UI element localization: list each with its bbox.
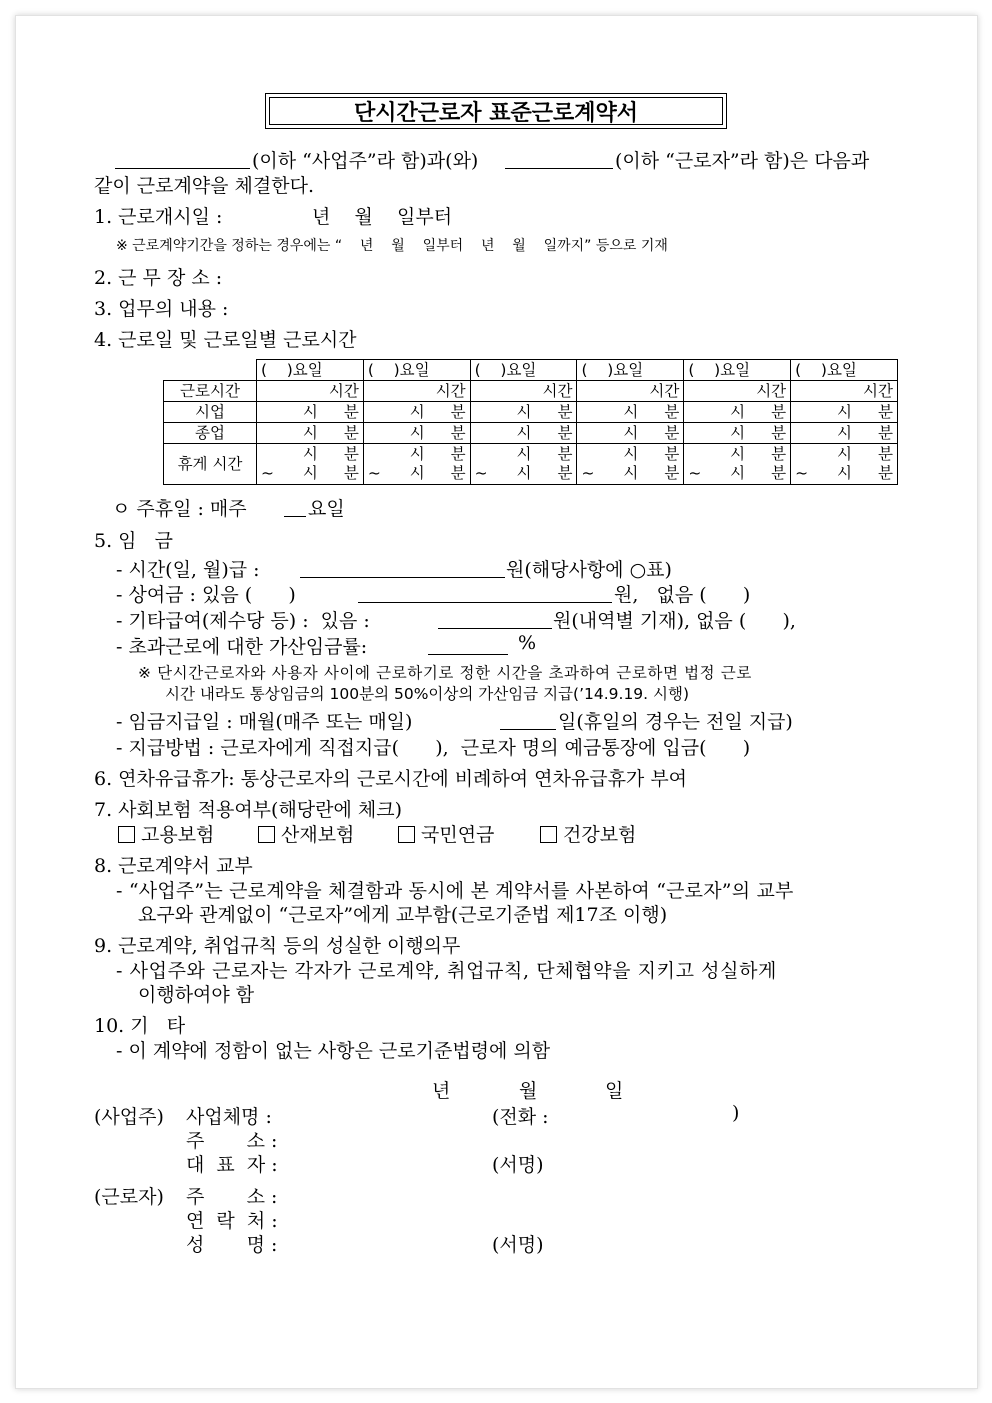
minute-unit: 분: [557, 424, 573, 442]
working-hours-table: [163, 359, 898, 485]
worker-contact-label: 연 락 처 :: [186, 1210, 278, 1232]
insurance-national-pension[interactable]: [398, 820, 494, 847]
end-time-cell[interactable]: [791, 423, 898, 444]
overtime-rate-label: - 초과근로에 대한 가산임금률:: [116, 636, 368, 658]
tilde: ~: [474, 464, 488, 482]
hour-unit: 시: [302, 403, 318, 421]
working-hours-label: 4. 근로일 및 근로일별 근로시간: [94, 329, 357, 351]
hour-unit: 시: [302, 424, 318, 442]
break-time-cell[interactable]: [470, 444, 577, 485]
row-label: 휴게 시간: [164, 444, 257, 485]
day-header[interactable]: ( )요일: [257, 360, 364, 381]
hours-cell[interactable]: 시간: [791, 381, 898, 402]
checkbox[interactable]: [398, 826, 415, 843]
start-date-label: 1. 근로개시일 :: [94, 206, 223, 228]
hour-unit: 시: [623, 445, 639, 463]
insurance-name: 국민연금: [421, 824, 495, 846]
break-time-cell[interactable]: [684, 444, 791, 485]
minute-unit: 분: [450, 403, 466, 421]
start-time-cell[interactable]: [577, 402, 684, 423]
hours-cell[interactable]: 시간: [470, 381, 577, 402]
hour-unit: 시: [730, 464, 746, 482]
table-header-row: [164, 360, 898, 381]
minute-unit: 분: [343, 403, 359, 421]
hour-unit: 시: [409, 445, 425, 463]
day-header[interactable]: ( )요일: [791, 360, 898, 381]
insurance-industrial-accident[interactable]: [258, 820, 354, 847]
sign-date-month[interactable]: 월: [519, 1080, 538, 1102]
hour-unit: 시: [409, 403, 425, 421]
weekly-holiday-label: ㅇ 주휴일 : 매주: [112, 498, 247, 520]
start-time-cell[interactable]: [257, 402, 364, 423]
hour-unit: 시: [623, 424, 639, 442]
minute-unit: 분: [450, 464, 466, 482]
table-row: [164, 423, 898, 444]
other-line1: - 이 계약에 정함이 없는 사항은 근로기준법령에 의함: [116, 1040, 551, 1062]
hour-unit: 시: [302, 464, 318, 482]
other-allowance-blank[interactable]: [438, 610, 552, 629]
weekly-holiday-blank[interactable]: [284, 498, 306, 517]
table-row: [164, 402, 898, 423]
hours-cell[interactable]: 시간: [363, 381, 470, 402]
social-insurance-label: 7. 사회보험 적용여부(해당란에 체크): [94, 799, 403, 821]
end-time-cell[interactable]: [684, 423, 791, 444]
insurance-name: 고용보험: [141, 824, 215, 846]
duty-line2: 이행하여야 함: [138, 984, 255, 1006]
phone-label: (전화 :: [492, 1106, 549, 1128]
overtime-note-2: 시간 내라도 통상임금의 100분의 50%이상의 가산임금 지급(’14.9.19. 시행): [165, 685, 690, 703]
insurance-name: 건강보험: [563, 824, 637, 846]
break-time-cell[interactable]: [791, 444, 898, 485]
minute-unit: 분: [343, 445, 359, 463]
hour-unit: 시: [409, 424, 425, 442]
tilde: ~: [581, 464, 595, 482]
minute-unit: 분: [343, 464, 359, 482]
intro-part-b: (이하 “근로자”라 함)은 다음과: [615, 150, 870, 172]
employer-blank[interactable]: [115, 150, 250, 169]
job-content-label: 3. 업무의 내용 :: [94, 298, 229, 320]
insurance-name: 산재보험: [281, 824, 355, 846]
checkbox[interactable]: [258, 826, 275, 843]
wage-suffix: 원(해당사항에 ○표): [506, 559, 672, 581]
document-title-box: [265, 93, 727, 129]
bonus-suffix: 원, 없음 ( ): [614, 584, 751, 606]
minute-unit: 분: [878, 445, 893, 463]
break-time-cell[interactable]: [577, 444, 684, 485]
day-header[interactable]: ( )요일: [470, 360, 577, 381]
end-time-cell[interactable]: [470, 423, 577, 444]
insurance-health[interactable]: [540, 820, 636, 847]
hour-unit: 시: [837, 445, 853, 463]
day-header[interactable]: ( )요일: [363, 360, 470, 381]
hour-unit: 시: [516, 424, 532, 442]
workplace-label: 2. 근 무 장 소 :: [94, 267, 223, 289]
duty-line1: - 사업주와 근로자는 각자가 근로계약, 취업규칙, 단체협약을 지키고 성실하게: [116, 960, 777, 982]
intro-line2: 같이 근로계약을 체결한다.: [94, 175, 315, 197]
minute-unit: 분: [771, 403, 787, 421]
hour-unit: 시: [516, 403, 532, 421]
hours-cell[interactable]: 시간: [577, 381, 684, 402]
checkbox[interactable]: [118, 826, 135, 843]
hour-unit: 시: [730, 445, 746, 463]
table-row: [164, 444, 898, 485]
minute-unit: 분: [664, 403, 680, 421]
annual-leave: 6. 연차유급휴가: 통상근로자의 근로시간에 비례하여 연차유급휴가 부여: [94, 768, 688, 790]
row-label: 근로시간: [164, 381, 257, 402]
hour-unit: 시: [730, 424, 746, 442]
table-row: [164, 381, 898, 402]
other-allowance-suffix: 원(내역별 기재), 없음 ( ),: [553, 610, 796, 632]
worker-address-label: 주 소 :: [186, 1186, 278, 1208]
overtime-rate-blank[interactable]: [428, 636, 508, 655]
weekly-holiday-suffix: 요일: [308, 498, 345, 520]
intro-part-a: (이하 “사업주”라 함)과(와): [252, 150, 479, 172]
end-time-cell[interactable]: [257, 423, 364, 444]
start-time-cell[interactable]: [363, 402, 470, 423]
hour-unit: 시: [516, 464, 532, 482]
hour-unit: 시: [409, 464, 425, 482]
employer-signature[interactable]: (서명): [492, 1154, 544, 1176]
hours-cell[interactable]: 시간: [684, 381, 791, 402]
minute-unit: 분: [878, 403, 893, 421]
row-label: 종업: [164, 423, 257, 444]
sign-date-day[interactable]: 일: [605, 1080, 624, 1102]
minute-unit: 분: [771, 464, 787, 482]
representative-label: 대 표 자 :: [186, 1154, 278, 1176]
sign-date-year[interactable]: 년: [432, 1080, 451, 1102]
document-title: 단시간근로자 표준근로계약서: [269, 97, 723, 125]
minute-unit: 분: [343, 424, 359, 442]
end-time-cell[interactable]: [363, 423, 470, 444]
overtime-note-1: ※ 단시간근로자와 사용자 사이에 근로하기로 정한 시간을 초과하여 근로하면 법정 근로: [138, 664, 752, 682]
minute-unit: 분: [664, 445, 680, 463]
duty-label: 9. 근로계약, 취업규칙 등의 성실한 이행의무: [94, 935, 461, 957]
wage-section-label: 5. 임 금: [94, 530, 173, 552]
tilde: ~: [795, 464, 809, 482]
start-time-cell[interactable]: [684, 402, 791, 423]
minute-unit: 분: [664, 464, 680, 482]
tilde: ~: [261, 464, 274, 482]
start-time-cell[interactable]: [470, 402, 577, 423]
employer-address-label: 주 소 :: [186, 1130, 278, 1152]
bonus-amount-blank[interactable]: [358, 584, 612, 603]
tilde: ~: [367, 464, 381, 482]
hour-unit: 시: [623, 464, 639, 482]
hour-unit: 시: [623, 403, 639, 421]
minute-unit: 분: [557, 464, 573, 482]
hour-unit: 시: [516, 445, 532, 463]
payday-blank[interactable]: [500, 711, 556, 730]
minute-unit: 분: [557, 403, 573, 421]
minute-unit: 분: [878, 424, 893, 442]
hour-unit: 시: [837, 403, 853, 421]
row-label: 시업: [164, 402, 257, 423]
minute-unit: 분: [664, 424, 680, 442]
bonus-label: - 상여금 : 있음 ( ): [116, 584, 296, 606]
worker-blank[interactable]: [505, 150, 613, 169]
worker-signature[interactable]: (서명): [492, 1234, 544, 1256]
phone-close: ): [732, 1102, 740, 1124]
wage-amount-blank[interactable]: [300, 559, 505, 578]
other-allowance-label: - 기타급여(제수당 등) : 있음 :: [116, 610, 370, 632]
payday-suffix: 일(휴일의 경우는 전일 지급): [558, 711, 793, 733]
start-date-value[interactable]: 년 월 일부터: [312, 206, 453, 228]
hour-unit: 시: [302, 445, 318, 463]
contract-delivery-line2: 요구와 관계없이 “근로자”에게 교부함(근로기준법 제17조 이행): [138, 904, 668, 926]
minute-unit: 분: [771, 445, 787, 463]
day-header[interactable]: ( )요일: [684, 360, 791, 381]
hour-unit: 시: [837, 424, 853, 442]
hour-unit: 시: [730, 403, 746, 421]
payment-method: - 지급방법 : 근로자에게 직접지급( ), 근로자 명의 예금통장에 입금( ): [116, 737, 751, 759]
contract-delivery-label: 8. 근로계약서 교부: [94, 855, 253, 877]
contract-period-note: ※ 근로계약기간을 정하는 경우에는 “ 년 월 일부터 년 월 일까지” 등으로 기재: [116, 238, 668, 254]
overtime-rate-unit: %: [518, 632, 537, 654]
start-time-cell[interactable]: [791, 402, 898, 423]
employer-tag: (사업주): [94, 1106, 164, 1128]
business-name-label: 사업체명 :: [186, 1106, 272, 1128]
worker-tag: (근로자): [94, 1186, 164, 1208]
hours-cell[interactable]: 시간: [257, 381, 364, 402]
wage-label: - 시간(일, 월)급 :: [116, 559, 260, 581]
checkbox[interactable]: [540, 826, 557, 843]
minute-unit: 분: [450, 424, 466, 442]
other-label: 10. 기 타: [94, 1015, 186, 1037]
minute-unit: 분: [878, 464, 893, 482]
minute-unit: 분: [771, 424, 787, 442]
tilde: ~: [688, 464, 702, 482]
hour-unit: 시: [837, 464, 853, 482]
end-time-cell[interactable]: [577, 423, 684, 444]
minute-unit: 분: [557, 445, 573, 463]
insurance-employment[interactable]: [118, 820, 214, 847]
worker-name-label: 성 명 :: [186, 1234, 278, 1256]
day-header[interactable]: ( )요일: [577, 360, 684, 381]
break-time-cell[interactable]: [363, 444, 470, 485]
minute-unit: 분: [450, 445, 466, 463]
payday-label: - 임금지급일 : 매월(매주 또는 매일): [116, 711, 413, 733]
contract-delivery-line1: - “사업주”는 근로계약을 체결함과 동시에 본 계약서를 사본하여 “근로자”의 교부: [116, 880, 794, 902]
break-time-cell[interactable]: [257, 444, 364, 485]
